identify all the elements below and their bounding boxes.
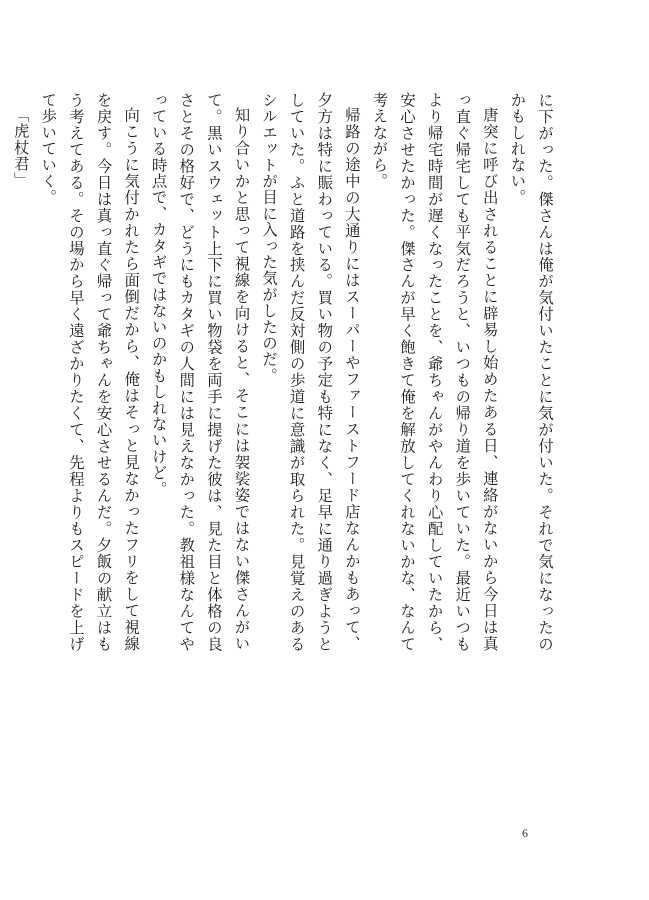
paragraph-4: 知り合いかと思って視線を向けると、そこには袈裟姿ではない傑さんがいて。黒いスウェット上下に買い物袋を両手に提げた彼は、見た目と体格の良さとその格好で、どうにもカタギの人間には見えなかった。教祖様なんてやっている時点で、カタギではないのかもしれないけど。 bbox=[149, 92, 251, 652]
paragraph-1: に下がった。傑さんは俺が気付いたことに気が付いた。それで気になったのかもしれない。 bbox=[508, 92, 554, 652]
vertical-text-block bbox=[11, 92, 558, 652]
paragraph-3: 帰路の途中の大通りにはスーパーやファーストフード店なんかもあって、夕方は特に賑わっている。買い物の予定も特になく、足早に通り過ぎようとしていた。ふと道路を挟んだ反対側の歩道に意識が取られた。見覚えのあるシルエットが目に入った気がしたのだ。 bbox=[260, 92, 361, 652]
page-number: 6 bbox=[522, 826, 528, 840]
paragraph-6-dialogue: 「虎杖君」 bbox=[11, 107, 30, 189]
paragraph-5: 向こうに気付かれたら面倒だから、俺はそっと見なかったフリをして視線を戻す。今日は真っ直ぐ帰って爺ちゃんを安心させるんだ。夕飯の献立はもう考えてある。その場から早く遠ざかりたくて、先程よりもスピードを上げて歩いていく。 bbox=[39, 92, 141, 652]
paragraph-2: 唐突に呼び出されることに辟易し始めたある日、連絡がないから今日は真っ直ぐ帰宅しても平気だろうと、いつもの帰り道を歩いていた。最近いつもより帰宅時間が遅くなったことを、爺ちゃんがやんわり心配していたから、安心させたかった。傑さんが早く飽きて俺を解放してくれないかな、なんて考えながら。 bbox=[370, 92, 499, 652]
